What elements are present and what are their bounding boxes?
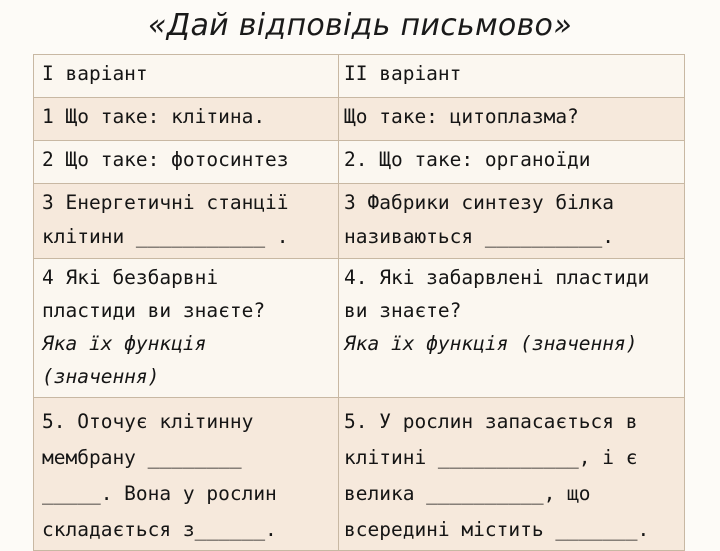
- task-text-line: пластиди ви знаєте?: [42, 299, 266, 322]
- task-4-variant-2: [339, 259, 685, 398]
- table-row: [34, 259, 685, 398]
- task-text-line: 4 Які безбарвні: [42, 266, 219, 289]
- task-text-line: Яка їх функція: [42, 332, 207, 355]
- task-text-line: всередині містить _______.: [344, 518, 650, 541]
- task-2-variant-1: [34, 141, 339, 184]
- task-3-variant-2: [339, 184, 685, 259]
- task-3-variant-1: [34, 184, 339, 259]
- task-text-line: 5. Оточує клітинну: [42, 410, 254, 433]
- task-text-line: 1 Що таке: клітина.: [42, 105, 266, 128]
- task-1-variant-2: [339, 98, 685, 141]
- task-4-variant-1: [34, 259, 339, 398]
- table-row: [34, 141, 685, 184]
- task-text-line: _____. Вона у рослин: [42, 482, 277, 505]
- task-text-line: 5. У рослин запасається в: [344, 410, 638, 433]
- task-text-line: Що таке: цитоплазма?: [344, 105, 579, 128]
- task-text-line: називаються __________.: [344, 225, 615, 248]
- task-text-line: ви знаєте?: [344, 299, 462, 322]
- task-text-line: Яка їх функція (значення): [344, 332, 638, 355]
- table-row: [34, 398, 685, 551]
- task-text-line: 3 Енергетичні станції: [42, 191, 289, 214]
- task-5-variant-2: [339, 398, 685, 551]
- task-2-variant-2: [339, 141, 685, 184]
- task-text-line: 4. Які забарвлені пластиди: [344, 266, 650, 289]
- task-text-line: мембрану ________: [42, 446, 242, 469]
- task-text-line: клітині ____________, і є: [344, 446, 638, 469]
- table-header-row: [34, 55, 685, 98]
- task-1-variant-1: [34, 98, 339, 141]
- table-row: [34, 184, 685, 259]
- task-text-line: 3 Фабрики синтезу білка: [344, 191, 615, 214]
- task-text-line: (значення): [42, 365, 160, 388]
- task-text-line: велика __________, що: [344, 482, 591, 505]
- task-text-line: складається з______.: [42, 518, 277, 541]
- task-text-line: клітини ___________ .: [42, 225, 289, 248]
- tasks-table: [33, 54, 685, 551]
- task-text-line: 2 Що таке: фотосинтез: [42, 148, 289, 171]
- header-variant-2: ІІ варіант: [339, 55, 685, 98]
- task-5-variant-1: [34, 398, 339, 551]
- task-text-line: 2. Що таке: органоїди: [344, 148, 591, 171]
- table-row: [34, 98, 685, 141]
- header-variant-1: І варіант: [34, 55, 339, 98]
- slide-title: «Дай відповідь письмово»: [147, 8, 573, 43]
